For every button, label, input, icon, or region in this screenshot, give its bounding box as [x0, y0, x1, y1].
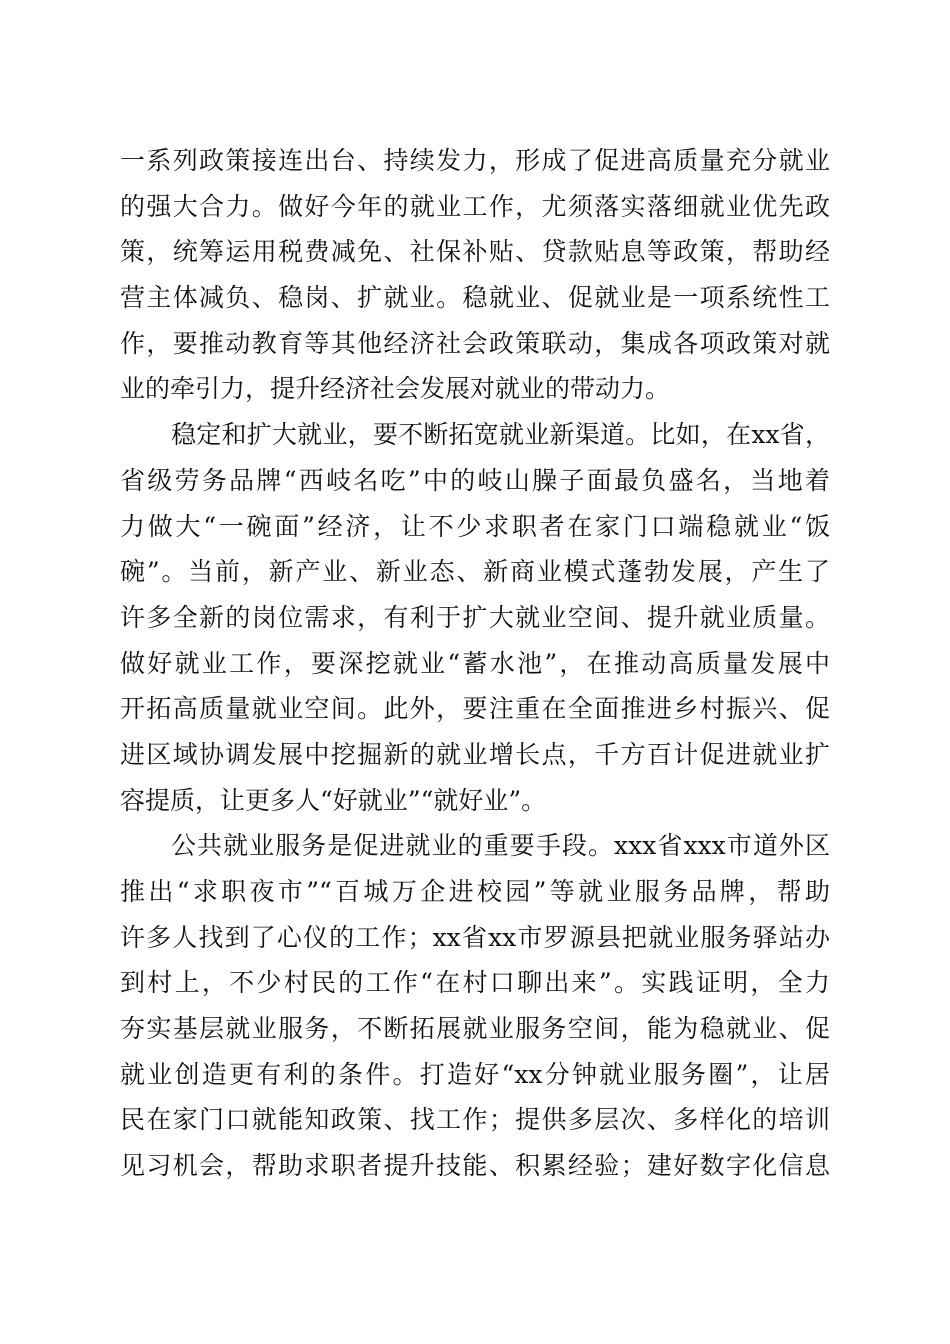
text-line: 开拓高质量就业空间。此外，要注重在全面推进乡村振兴、促 [120, 694, 830, 724]
text-line: 力做大“一碗面”经济，让不少求职者在家门口端稳就业“饭 [120, 511, 830, 541]
text-line: 省级劳务品牌“西岐名吃”中的岐山臊子面最负盛名，当地着 [120, 465, 830, 495]
paragraph-first-line: 公共就业服务是促进就业的重要手段。xxx省xxx市道外区 [171, 831, 830, 861]
text-line: 的强大合力。做好今年的就业工作，尤须落实落细就业优先政 [120, 191, 830, 221]
text-line: 策，统筹运用税费减免、社保补贴、贷款贴息等政策，帮助经 [120, 237, 830, 267]
text-line: 业的牵引力，提升经济社会发展对就业的带动力。 [120, 374, 671, 404]
text-line: 推出“求职夜市”“百城万企进校园”等就业服务品牌，帮助 [120, 877, 830, 906]
paragraph-first-line: 稳定和扩大就业，要不断拓宽就业新渠道。比如，在xx省， [171, 420, 830, 450]
text-line: 营主体减负、稳岗、扩就业。稳就业、促就业是一项系统性工 [120, 283, 830, 313]
text-line: 民在家门口就能知政策、找工作；提供多层次、多样化的培训 [120, 1105, 830, 1135]
text-line: 见习机会，帮助求职者提升技能、积累经验；建好数字化信息 [120, 1151, 830, 1181]
text-line: 作，要推动教育等其他经济社会政策联动，集成各项政策对就 [120, 328, 830, 358]
text-line: 做好就业工作，要深挖就业“蓄水池”，在推动高质量发展中 [120, 648, 830, 678]
text-line: 容提质，让更多人“好就业”“就好业”。 [120, 785, 547, 815]
body-text [120, 138, 830, 1189]
text-line: 许多人找到了心仪的工作；xx省xx市罗源县把就业服务驿站办 [120, 922, 830, 952]
text-line: 夯实基层就业服务，不断拓展就业服务空间，能为稳就业、促 [120, 1014, 830, 1044]
text-line: 到村上，不少村民的工作“在村口聊出来”。实践证明，全力 [120, 968, 830, 998]
text-line: 进区域协调发展中挖掘新的就业增长点，千方百计促进就业扩 [120, 739, 830, 769]
text-line: 许多全新的岗位需求，有利于扩大就业空间、提升就业质量。 [120, 602, 830, 632]
text-line: 碗”。当前，新产业、新业态、新商业模式蓬勃发展，产生了 [120, 557, 830, 587]
text-line: 就业创造更有利的条件。打造好“xx分钟就业服务圈”，让居 [120, 1059, 830, 1089]
text-line: 一系列政策接连出台、持续发力，形成了促进高质量充分就业 [120, 146, 830, 175]
